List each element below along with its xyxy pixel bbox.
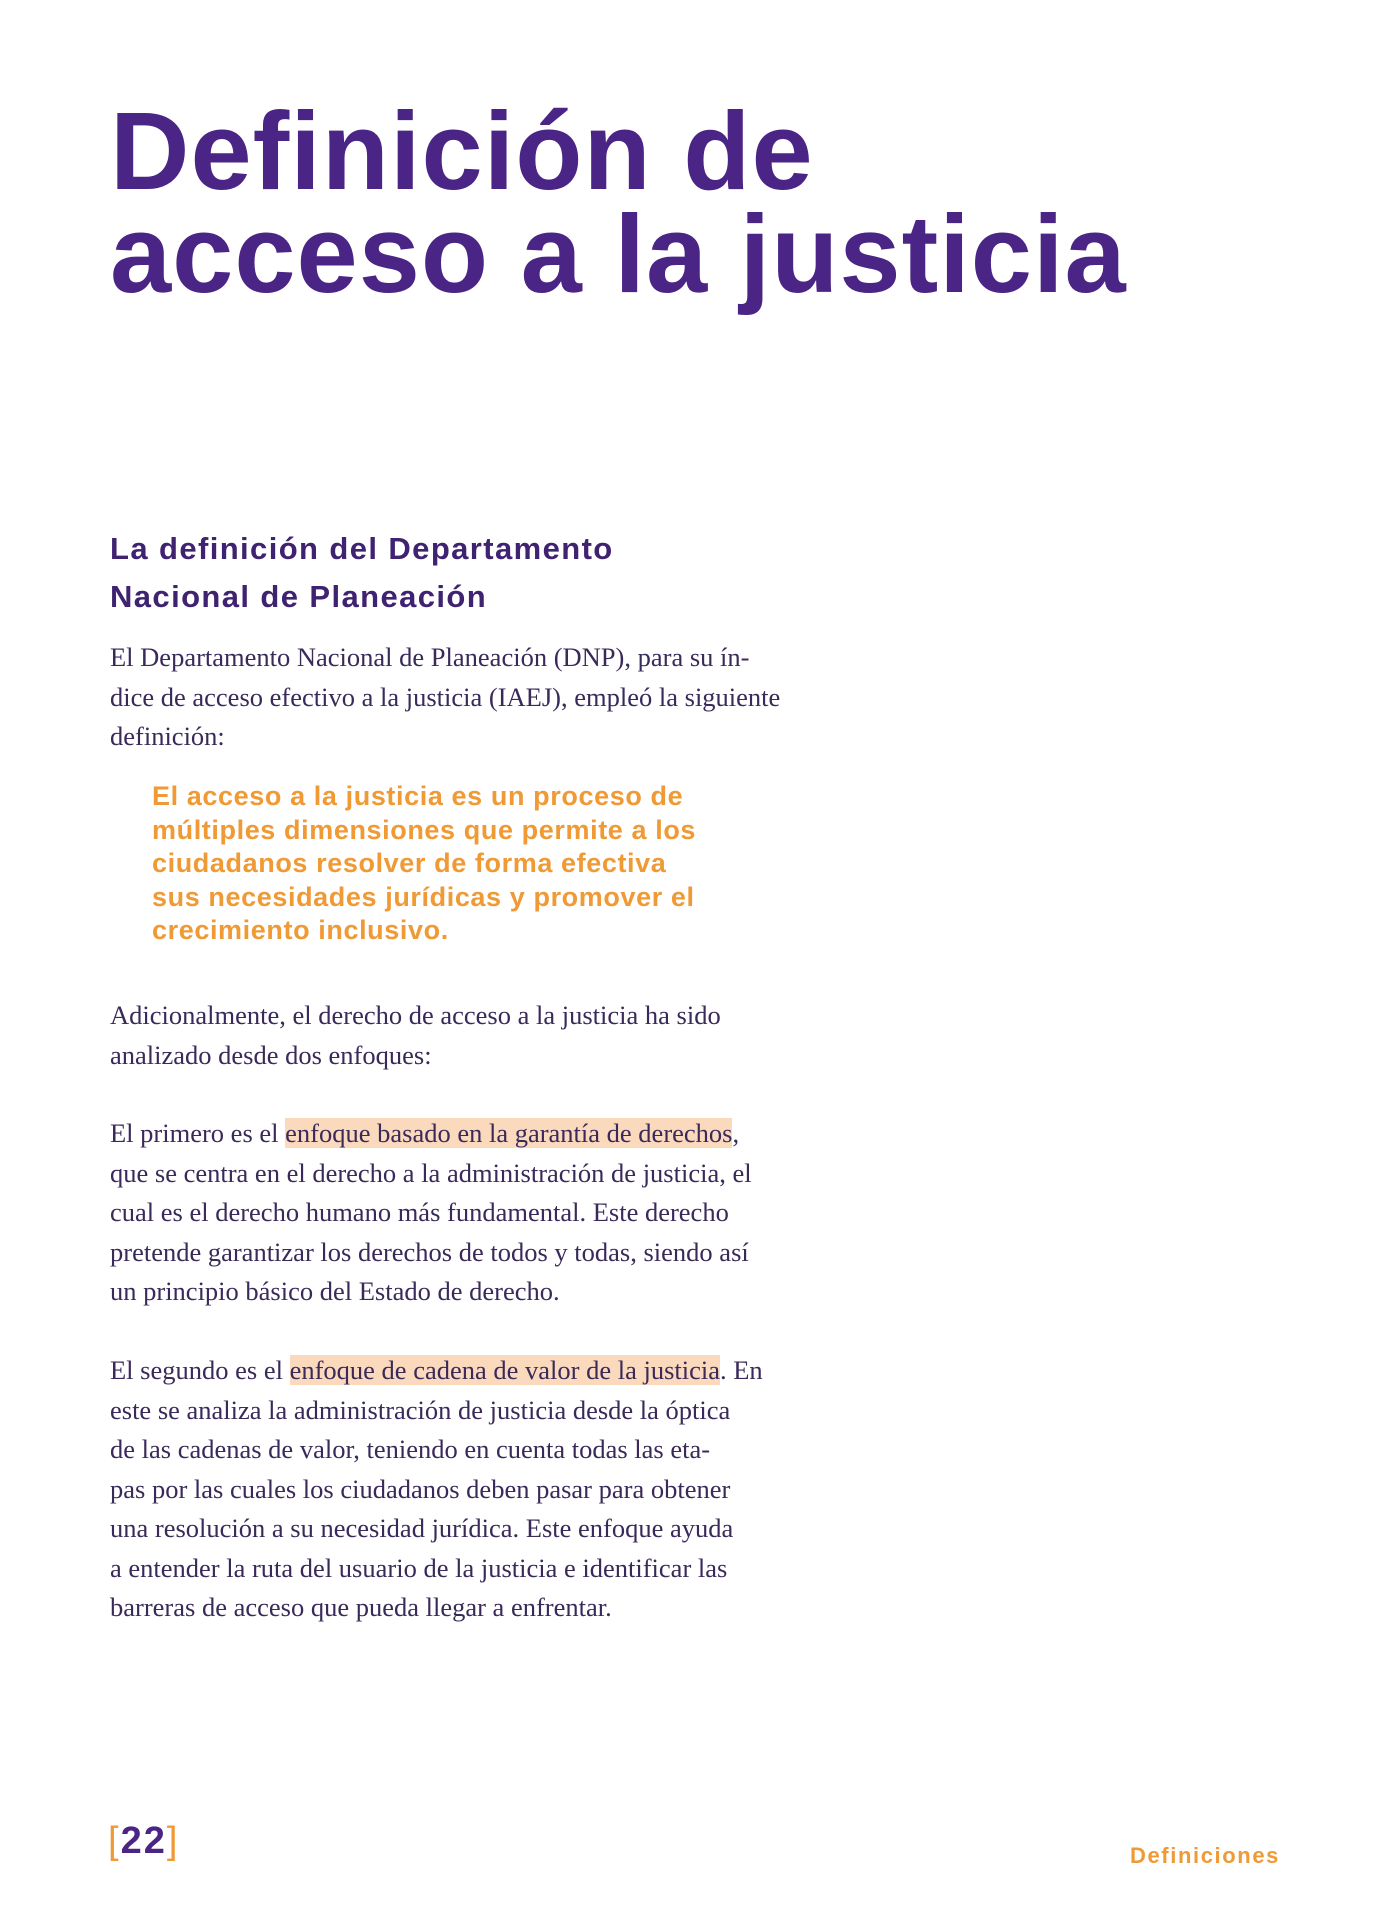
second-approach-after: . En (720, 1355, 763, 1385)
page-number (108, 1818, 179, 1864)
intro-line-3: definición: (110, 721, 225, 751)
title-line-1: Definición de (110, 90, 814, 213)
additional-line-2: analizado desde dos enfoques: (110, 1039, 432, 1070)
first-approach-highlight: enfoque basado en la garantía de derechos (285, 1118, 733, 1148)
subtitle-line-2: Nacional de Planeación (110, 579, 488, 614)
second-approach-line-3: de las cadenas de valor, teniendo en cuenta todas las eta- (110, 1434, 711, 1464)
second-approach-line-4: pas por las cuales los ciudadanos deben pasar para obtener (110, 1473, 731, 1504)
additional-line-1: Adicionalmente, el derecho de acceso a la justicia ha sido (110, 1000, 721, 1030)
first-approach-line-2: que se centra en el derecho a la administración de justicia, el (110, 1157, 752, 1188)
second-approach-line-5: una resolución a su necesidad jurídica. Este enfoque ayuda (110, 1513, 734, 1543)
quote-line-3: ciudadanos resolver de forma efectiva (152, 848, 667, 878)
quote-line-2: múltiples dimensiones que permite a los (152, 814, 697, 845)
second-approach-line-2: este se analiza la administración de justicia desde la óptica (110, 1394, 731, 1425)
quote-line-4: sus necesidades jurídicas y promover el (152, 881, 695, 912)
first-approach-line-5: un principio básico del Estado de derecho. (110, 1276, 560, 1306)
intro-line-1: El Departamento Nacional de Planeación (DNP), para su ín- (110, 642, 750, 672)
intro-line-2: dice de acceso efectivo a la justicia (IAEJ), empleó la siguiente (110, 681, 781, 712)
quote-line-5: crecimiento inclusivo. (152, 915, 449, 945)
page-title (110, 90, 1290, 316)
title-line-2: acceso a la justicia (110, 193, 1127, 316)
additional-paragraph (110, 996, 870, 1075)
second-approach-lead: El segundo es el (110, 1355, 290, 1385)
first-approach-line-1 (110, 1114, 870, 1154)
definition-quote (152, 780, 872, 948)
page-number-value: 22 (120, 1820, 167, 1862)
subtitle-line-1: La definición del Departamento (110, 531, 614, 566)
second-approach-highlight: enfoque de cadena de valor de la justicia (289, 1355, 720, 1385)
second-approach-line-7: barreras de acceso que pueda llegar a enfrentar. (110, 1592, 612, 1622)
page-number-bracket-close: ] (166, 1820, 180, 1862)
first-approach-line-4: pretende garantizar los derechos de todos y todas, siendo así (110, 1236, 749, 1267)
intro-paragraph (110, 638, 870, 757)
second-approach-paragraph (110, 1351, 870, 1628)
section-subtitle (110, 525, 910, 621)
footer-section-label: Definiciones (1129, 1843, 1280, 1868)
page-number-bracket-open: [ (108, 1820, 121, 1862)
first-approach-after: , (732, 1118, 740, 1148)
quote-line-1: El acceso a la justicia es un proceso de (152, 781, 684, 811)
first-approach-lead: El primero es el (110, 1118, 286, 1148)
first-approach-paragraph (110, 1114, 870, 1312)
second-approach-line-1 (110, 1351, 870, 1391)
second-approach-line-6: a entender la ruta del usuario de la justicia e identificar las (110, 1552, 728, 1583)
first-approach-line-3: cual es el derecho humano más fundamental. Este derecho (110, 1197, 729, 1227)
